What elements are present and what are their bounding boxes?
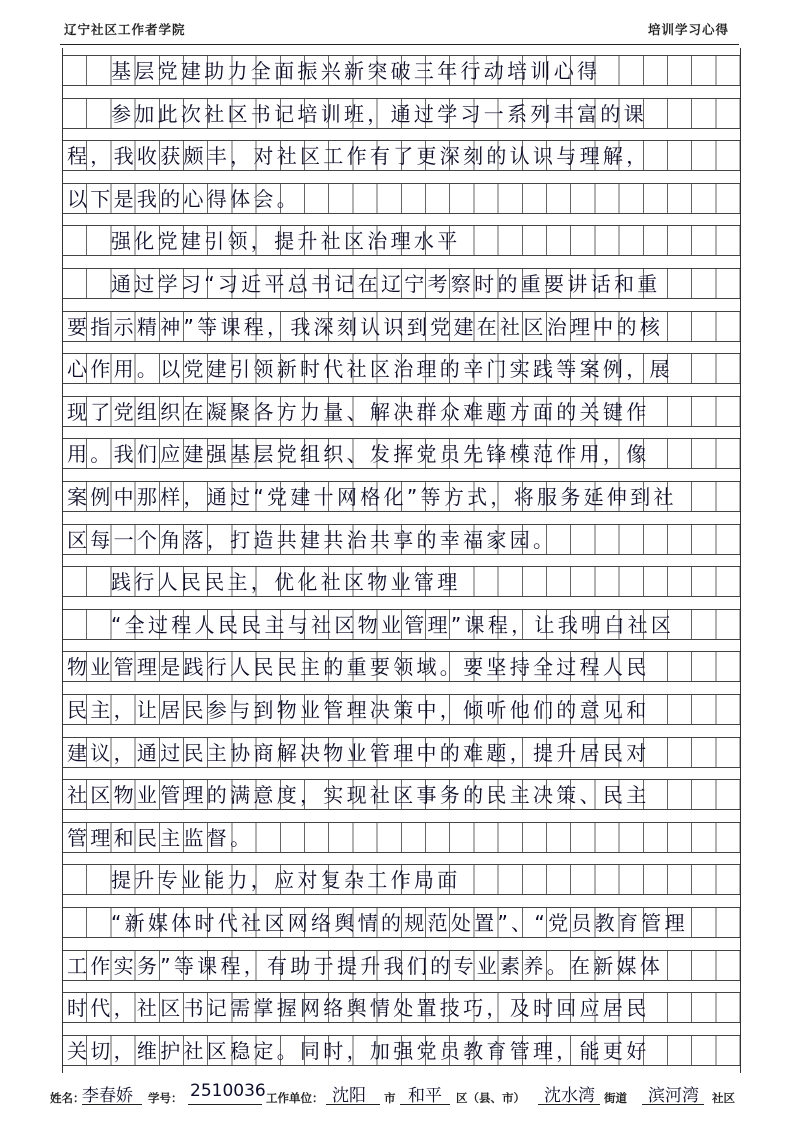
grid-row [63,907,740,938]
grid-row [63,651,740,682]
grid-row [63,98,740,129]
handwritten-line: 关切，维护社区稳定。同时，加强党员教育管理，能更好 [67,1038,650,1063]
grid-row [63,822,740,853]
grid-row [63,353,740,384]
handwritten-line: 要指示精神”等课程，我深刻认识到党建在社区治理中的核 [67,314,664,339]
grid-row [63,55,740,86]
handwritten-line: 案例中那样，通过“党建十网格化”等方式，将服务延伸到社 [67,485,677,509]
grid-row [63,481,740,512]
grid-row [63,992,740,1023]
handwritten-line: 管理和民主监督。 [67,825,254,850]
district-underline [400,1104,450,1105]
handwritten-line: 区每一个角落，打造共建共治共享的幸福家园。 [67,527,557,552]
grid-row [63,140,740,171]
handwritten-line: 通过学习“习近平总书记在辽宁考察时的重要讲话和重 [111,272,661,296]
handwritten-line: 心作用。以党建引领新时代社区治理的辛门实践等案例，展 [67,357,673,382]
handwritten-line: 现了党组织在凝聚各方力量、解决群众难题方面的关键作 [67,399,650,424]
district-label: 区（县、市） [456,1091,525,1105]
handwritten-line: 时代，社区书记需掌握网络舆情处置技巧，及时回应居民 [67,996,650,1021]
handwritten-line: 参加此次社区书记培训班，通过学习一系列丰富的课 [111,101,647,126]
handwritten-line: 基层党建助力全面振兴新突破三年行动培训心得 [111,59,601,83]
grid-row [63,225,740,256]
handwritten-line: 建议，通过民主协商解决物业管理中的难题，提升居民对 [67,740,650,765]
community-label: 社区 [712,1091,735,1105]
grid-row [63,779,740,810]
work-unit-label: 工作单位： [266,1091,324,1105]
handwritten-line: 强化党建引领，提升社区治理水平 [111,229,461,254]
community-underline [642,1104,704,1105]
handwritten-line: 以下是我的心得体会。 [67,186,300,211]
street-label: 街道 [604,1091,627,1105]
district-value: 和平 [408,1086,442,1106]
handwritten-line: “新媒体时代社区网络舆情的规范处置”、“党员教育管理 [111,911,688,935]
grid-row [63,268,740,299]
student-id-underline [188,1104,262,1105]
grid-row [63,183,740,214]
grid-row [63,609,740,640]
handwritten-line: 社区物业管理的满意度，实现社区事务的民主决策、民主 [67,783,650,808]
name-value: 李春娇 [82,1086,133,1106]
handwritten-line: 民主，让居民参与到物业管理决策中，倾听他们的意见和 [67,698,650,722]
name-label: 姓名： [50,1091,85,1105]
footer-info [50,1080,750,1114]
grid-row [63,396,740,427]
community-value: 滨河湾 [648,1086,699,1106]
handwritten-line: “全过程人民民主与社区物业管理”课程，让我明白社区 [111,612,675,637]
city-label: 市 [384,1091,396,1105]
grid-row [63,1035,740,1066]
grid-row [63,737,740,768]
grid-row [63,566,740,597]
street-value: 沈水湾 [544,1086,595,1106]
name-underline [82,1104,142,1105]
document-type-header: 培训学习心得 [647,22,729,37]
grid-row [63,311,740,342]
student-id-label: 学号： [148,1091,183,1105]
student-id-value: 2510036 [190,1081,266,1101]
handwritten-line: 程，我收获颇丰，对社区工作有了更深刻的认识与理解， [67,144,650,169]
handwritten-line: 提升专业能力，应对复杂工作局面 [111,868,461,893]
grid-row [63,694,740,725]
manuscript-grid [62,48,741,1073]
grid-row [63,524,740,555]
handwritten-line: 物业管理是践行人民民主的重要领域。要坚持全过程人民 [67,655,650,680]
city-value: 沈阳 [332,1086,366,1106]
grid-row [63,864,740,895]
street-underline [538,1104,600,1105]
grid-row [63,438,740,469]
handwritten-line: 用。我们应建强基层党组织、发挥党员先锋模范作用，像 [67,442,650,467]
institution-header: 辽宁社区工作者学院 [64,22,186,37]
grid-row [63,950,740,981]
city-underline [326,1104,380,1105]
handwritten-line: 践行人民民主，优化社区物业管理 [111,570,461,595]
handwritten-line: 工作实务”等课程，有助于提升我们的专业素养。在新媒体 [67,953,664,978]
header-rule [60,44,739,45]
